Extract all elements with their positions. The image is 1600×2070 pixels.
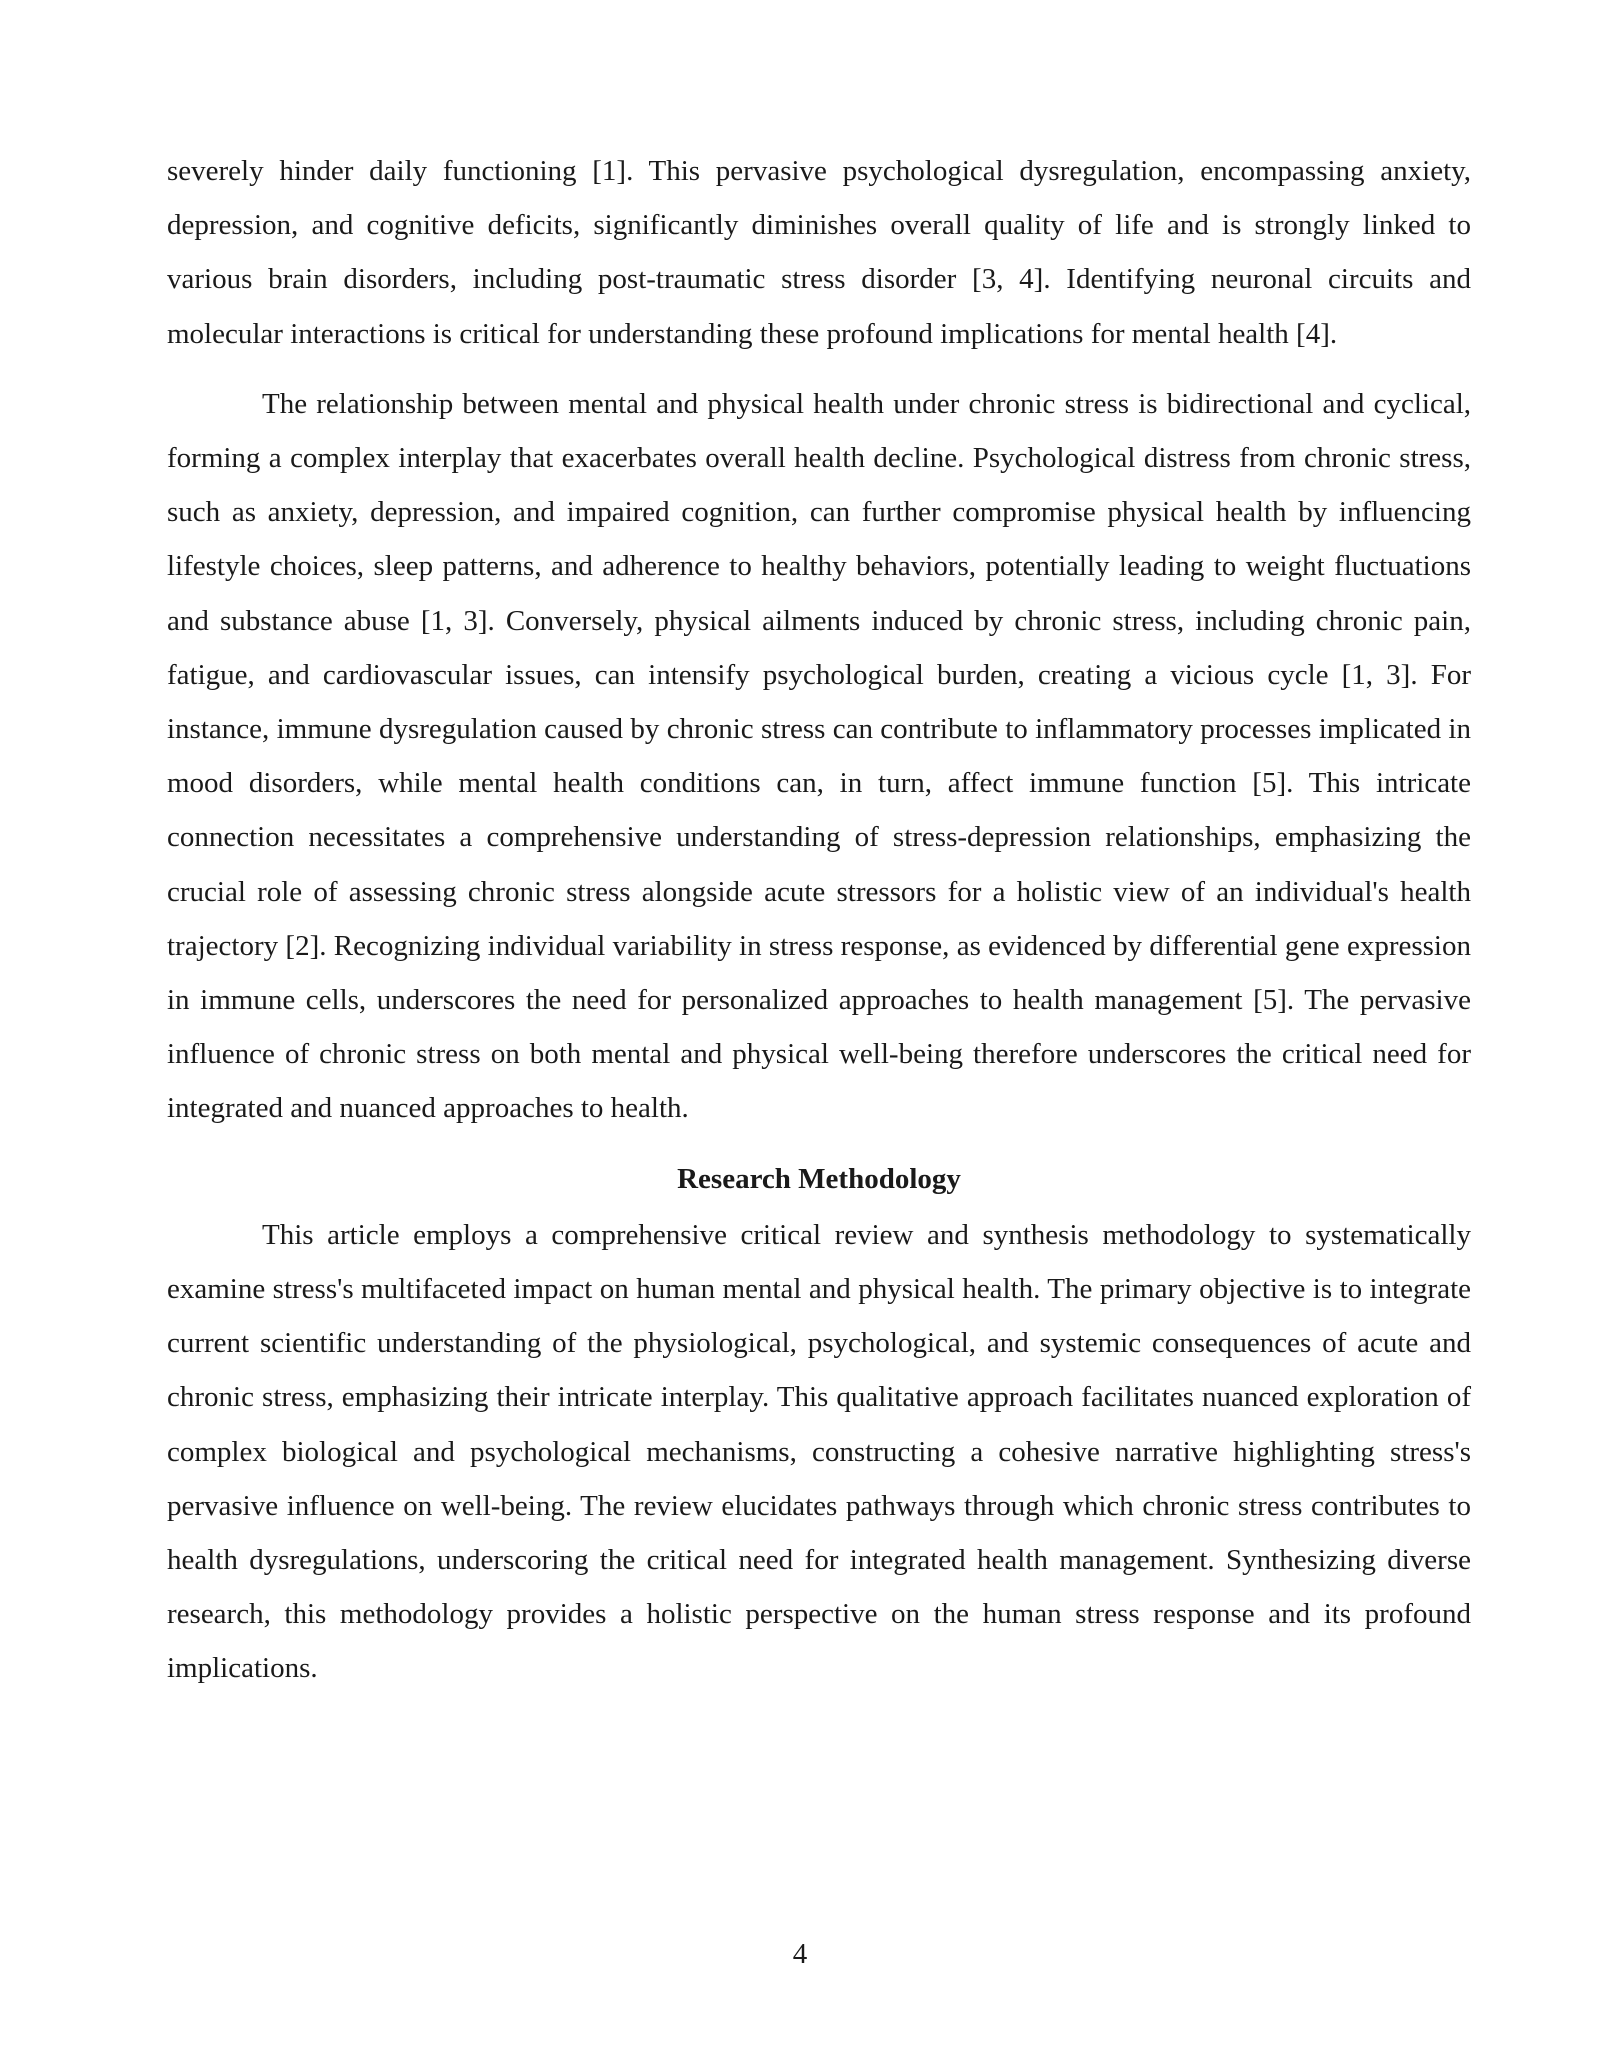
section-heading: Research Methodology xyxy=(677,1162,961,1195)
paragraph-methodology: This article employs a comprehensive critical review and synthesis methodology to systematically examine stress's multifaceted impact on human mental and physical health. The primary objective is to integrate current scientific understanding of the physiological, psychological, and systemic consequences of acute and chronic stress, emphasizing their intricate interplay. This qualitative approach facilitates nuanced exploration of complex biological and psychological mechanisms, constructing a cohesive narrative highlighting stress's pervasive influence on well-being. The review elucidates pathways through which chronic stress contributes to health dysregulations, underscoring the critical need for integrated health management. Synthesizing diverse research, this methodology provides a holistic perspective on the human stress response and its profound implications. xyxy=(167,1218,1471,1685)
paragraph-continued: severely hinder daily functioning [1]. This pervasive psychological dysregulation, encompassing anxiety, depression, and cognitive deficits, significantly diminishes overall quality of life and is strongly linked to various brain disorders, including post-traumatic stress disorder [3, 4]. Identifying neuronal circuits and molecular interactions is critical for understanding these profound implications for mental health [4]. xyxy=(167,155,1471,350)
page-body xyxy=(167,144,1471,1696)
paragraph-mental-physical-health: The relationship between mental and physical health under chronic stress is bidirectional and cyclical, forming a complex interplay that exacerbates overall health decline. Psychological distress from chronic stress, such as anxiety, depression, and impaired cognition, can further compromise physical health by influencing lifestyle choices, sleep patterns, and adherence to healthy behaviors, potentially leading to weight fluctuations and substance abuse [1, 3]. Conversely, physical ailments induced by chronic stress, including chronic pain, fatigue, and cardiovascular issues, can intensify psychological burden, creating a vicious cycle [1, 3]. For instance, immune dysregulation caused by chronic stress can contribute to inflammatory processes implicated in mood disorders, while mental health conditions can, in turn, affect immune function [5]. This intricate connection necessitates a comprehensive understanding of stress-depression relationships, emphasizing the crucial role of assessing chronic stress alongside acute stressors for a holistic view of an individual's health trajectory [2]. Recognizing individual variability in stress response, as evidenced by differential gene expression in immune cells, underscores the need for personalized approaches to health management [5]. The pervasive influence of chronic stress on both mental and physical well-being therefore underscores the critical need for integrated and nuanced approaches to health. xyxy=(167,387,1471,1125)
page-number: 4 xyxy=(792,1938,808,1970)
